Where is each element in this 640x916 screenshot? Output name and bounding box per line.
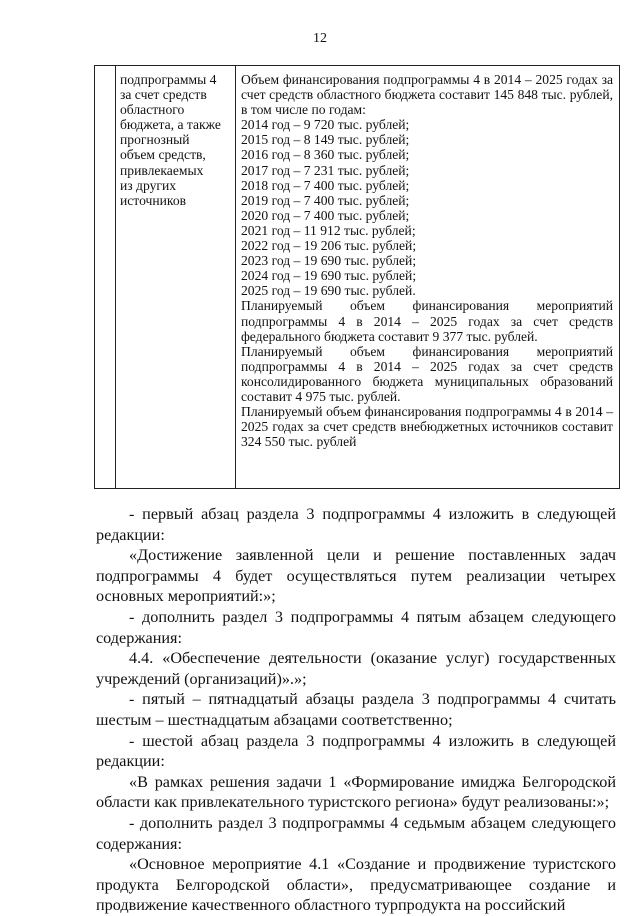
paragraph: «Достижение заявленной цели и решение поставленных задач подпрограммы 4 будет осуществляться путем реализации четырех основных мероприятий:»; <box>96 546 616 606</box>
table-divider <box>115 66 116 488</box>
paragraph: - дополнить раздел 3 подпрограммы 4 седьмым абзацем следующего содержания: <box>96 813 616 853</box>
year-item: 2025 год – 19 690 тыс. рублей. <box>241 283 416 299</box>
table-right-cell <box>241 72 613 449</box>
municipal-funding: Планируемый объем финансирования мероприятий подпрограммы 4 в 2014 – 2025 годах за счет средств консолидированного бюджета муниципальных образований составит 4 975 тыс. рублей. <box>241 343 613 404</box>
paragraph: «Основное мероприятие 4.1 «Создание и продвижение туристского продукта Белгородской области», предусматривающее создание и продвижение качественного областного турпродукта на российский <box>96 855 616 915</box>
extrabudget-funding: Планируемый объем финансирования подпрограммы 4 в 2014 – 2025 годах за счет средств внебюджетных источников составит 324 550 тыс. рублей <box>241 404 613 450</box>
year-item: 2021 год – 11 912 тыс. рублей; <box>241 222 416 238</box>
federal-funding: Планируемый объем финансирования мероприятий подпрограммы 4 в 2014 – 2025 годах за счет средств федерального бюджета составит 9 377 тыс. рублей. <box>241 298 613 344</box>
year-item: 2014 год – 9 720 тыс. рублей; <box>241 117 410 133</box>
left-cell-line: объем средств, <box>120 147 206 163</box>
year-item: 2016 год – 8 360 тыс. рублей; <box>241 147 410 163</box>
left-cell-line: источников <box>120 192 187 208</box>
left-cell-line: из других <box>120 177 177 193</box>
paragraph: - пятый – пятнадцатый абзацы раздела 3 подпрограммы 4 считать шестым – шестнадцатым абзацами соответственно; <box>96 690 616 729</box>
paragraph: - шестой абзац раздела 3 подпрограммы 4 изложить в следующей редакции: <box>96 731 616 771</box>
left-cell-line: привлекаемых <box>120 162 204 178</box>
year-list <box>241 117 613 298</box>
year-item: 2020 год – 7 400 тыс. рублей; <box>241 207 410 223</box>
funding-intro: Объем финансирования подпрограммы 4 в 2014 – 2025 годах за счет средств областного бюджета составит 145 848 тыс. рублей, в том числе по годам: <box>241 72 613 118</box>
left-cell-line: бюджета, а также <box>120 117 221 133</box>
year-item: 2017 год – 7 231 тыс. рублей; <box>241 162 410 178</box>
paragraph: 4.4. «Обеспечение деятельности (оказание услуг) государственных учреждений (организаций)».»; <box>96 649 616 688</box>
paragraph: - первый абзац раздела 3 подпрограммы 4 изложить в следующей редакции: <box>96 505 616 544</box>
year-item: 2024 год – 19 690 тыс. рублей; <box>241 268 417 284</box>
paragraph: «В рамках решения задачи 1 «Формирование имиджа Белгородской области как привлекательного туристского региона» будут реализованы:»; <box>96 772 616 812</box>
page-number: 12 <box>313 31 327 46</box>
left-cell-line: областного <box>120 102 185 118</box>
year-item: 2018 год – 7 400 тыс. рублей; <box>241 177 410 193</box>
year-item: 2019 год – 7 400 тыс. рублей; <box>241 192 410 208</box>
funding-table <box>94 65 620 489</box>
table-left-cell <box>120 72 232 208</box>
left-cell-line: подпрограммы 4 <box>120 72 217 87</box>
table-divider <box>235 66 236 488</box>
year-item: 2022 год – 19 206 тыс. рублей; <box>241 238 417 254</box>
body-text <box>96 504 616 916</box>
year-item: 2023 год – 19 690 тыс. рублей; <box>241 253 417 269</box>
left-cell-line: прогнозный <box>120 132 190 148</box>
left-cell-line: за счет средств <box>120 87 207 103</box>
year-item: 2015 год – 8 149 тыс. рублей; <box>241 132 410 148</box>
paragraph: - дополнить раздел 3 подпрограммы 4 пятым абзацем следующего содержания: <box>96 607 616 647</box>
